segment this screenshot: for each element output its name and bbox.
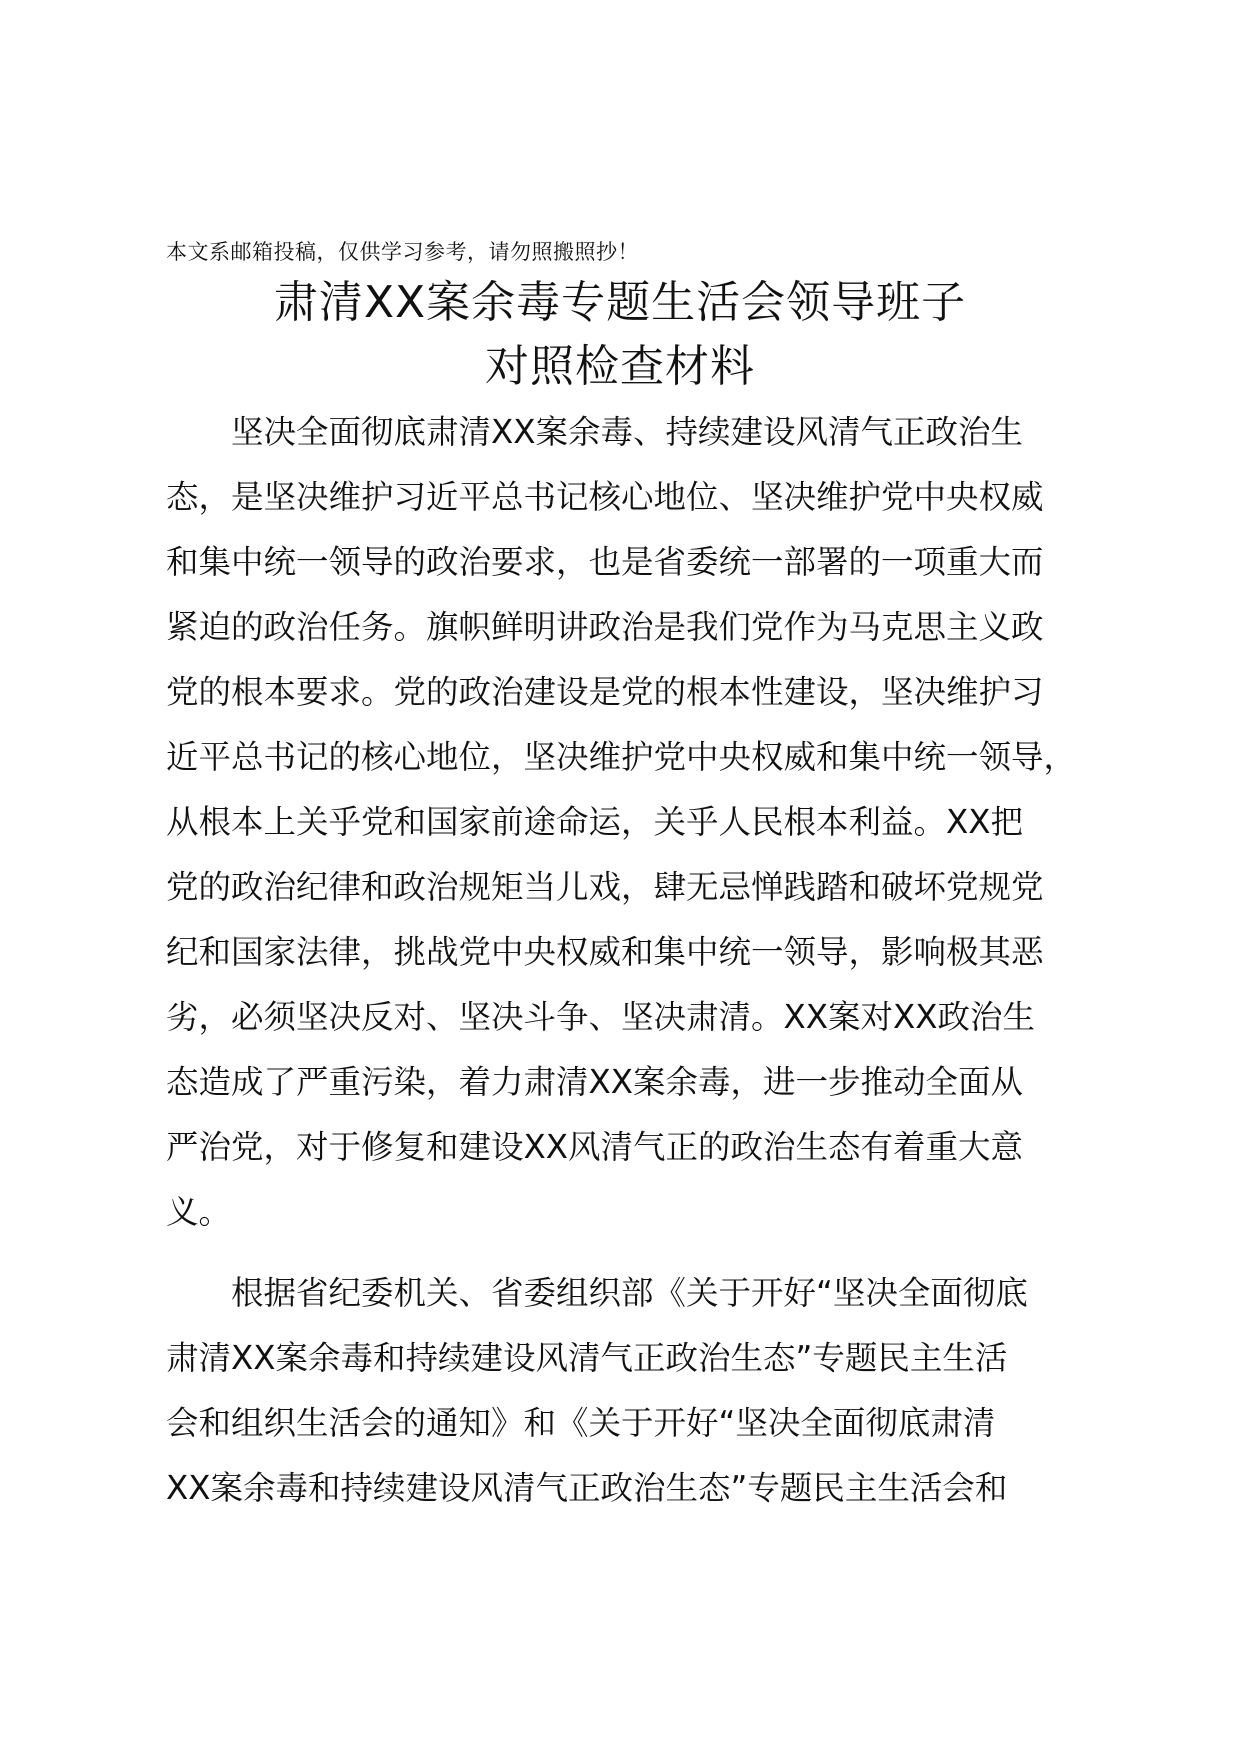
text-line: 态造成了严重污染，着力肃清XX案余毒，进一步推动全面从 xyxy=(166,1063,1024,1101)
text-line: 肃清XX案余毒和持续建设风清气正政治生态”专题民主生活 xyxy=(166,1339,1008,1377)
text-line: 劣，必须坚决反对、坚决斗争、坚决肃清。XX案对XX政治生 xyxy=(166,998,1036,1036)
text-line: 态，是坚决维护习近平总书记核心地位、坚决维护党中央权威 xyxy=(166,478,1044,516)
text-line: XX案余毒和持续建设风清气正政治生态”专题民主生活会和 xyxy=(166,1469,1008,1507)
text-line: 从根本上关乎党和国家前途命运，关乎人民根本利益。XX把 xyxy=(166,803,1024,841)
paragraph-1 xyxy=(166,400,1096,1245)
submission-notice: 本文系邮箱投稿，仅供学习参考，请勿照搬照抄！ xyxy=(166,240,639,264)
document-body xyxy=(166,400,1096,1521)
text-line: 严治党，对于修复和建设XX风清气正的政治生态有着重大意 xyxy=(166,1128,1024,1166)
text-line: 和集中统一领导的政治要求，也是省委统一部署的一项重大而 xyxy=(166,543,1044,581)
text-line: 义。 xyxy=(166,1193,232,1231)
text-line: 紧迫的政治任务。旗帜鲜明讲政治是我们党作为马克思主义政 xyxy=(166,608,1044,646)
text-line: 纪和国家法律，挑战党中央权威和集中统一领导，影响极其恶 xyxy=(166,933,1044,971)
document-title-line-1: 肃清XX案余毒专题生活会领导班子 xyxy=(273,277,967,328)
text-line: 近平总书记的核心地位，坚决维护党中央权威和集中统一领导， xyxy=(166,738,1077,776)
paragraph-2 xyxy=(166,1261,1096,1521)
text-line: 坚决全面彻底肃清XX案余毒、持续建设风清气正政治生 xyxy=(166,413,1024,451)
text-line: 党的政治纪律和政治规矩当儿戏，肆无忌惮践踏和破坏党规党 xyxy=(166,868,1044,906)
text-line: 党的根本要求。党的政治建设是党的根本性建设，坚决维护习 xyxy=(166,673,1044,711)
text-line: 会和组织生活会的通知》和《关于开好“坚决全面彻底肃清 xyxy=(166,1404,996,1442)
text-line: 根据省纪委机关、省委组织部《关于开好“坚决全面彻底 xyxy=(166,1274,1028,1312)
document-title-line-2: 对照检查材料 xyxy=(485,341,755,392)
